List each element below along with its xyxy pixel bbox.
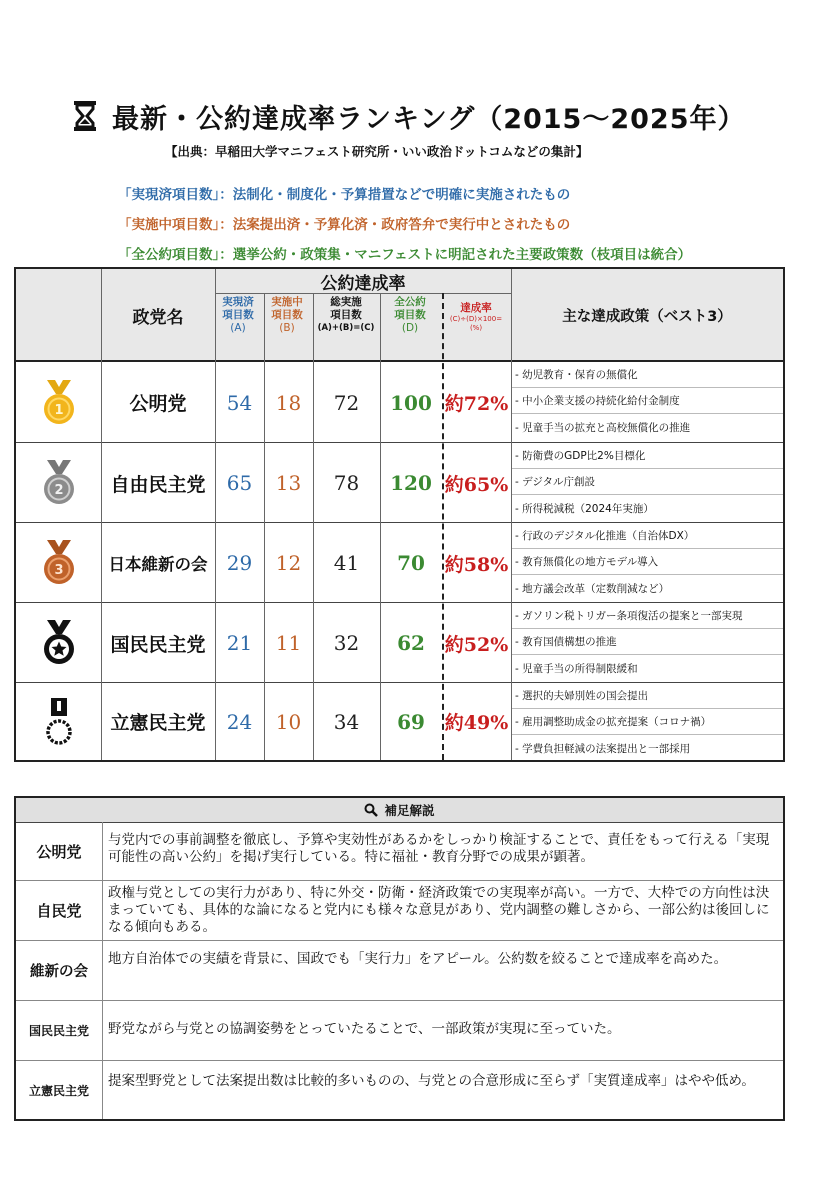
ranking-table bbox=[14, 267, 785, 762]
definition-in-progress: 「実施中項目数」：法案提出済・予算化済・政府答弁で実行中とされたもの bbox=[118, 217, 571, 233]
policy-item: - 行政のデジタル化推進（自治体DX） bbox=[511, 523, 783, 549]
policy-item: - 教育国債構想の推進 bbox=[511, 629, 783, 655]
policy-item: - 地方議会改革（定数削減など） bbox=[515, 582, 670, 595]
table-row bbox=[16, 602, 783, 683]
header-col-rate: 達成率 (C)÷(D)×100= (%) bbox=[449, 302, 503, 332]
svg-text:3: 3 bbox=[53, 563, 64, 578]
party-name: 公明党 bbox=[129, 393, 187, 415]
note-text: 野党ながら与党との協調姿勢をとっていたることで、一部政策が実現に至っていた。 bbox=[108, 1021, 621, 1037]
table-row bbox=[16, 442, 783, 523]
total-pledge-count: 69 bbox=[397, 709, 425, 734]
note-row bbox=[16, 940, 783, 1000]
note-party: 自民党 bbox=[16, 881, 103, 940]
policy-list bbox=[511, 603, 783, 683]
realized-count: 29 bbox=[226, 551, 253, 575]
in-progress-count: 12 bbox=[275, 551, 302, 575]
header-col-d: 全公約 項目数 (D) bbox=[394, 296, 426, 334]
definition-realized: 「実現済項目数」：法制化・制度化・予算措置などで明確に実施されたもの bbox=[118, 187, 571, 203]
svg-text:2: 2 bbox=[53, 483, 64, 498]
total-pledge-count: 62 bbox=[397, 631, 425, 655]
notes-header bbox=[16, 798, 783, 823]
ring-medal-icon bbox=[39, 698, 79, 746]
note-text: 与党内での事前調整を徹底し、予算や実効性があるかをしっかり検証することで、責任をもって行える「実現可能性の高い公約」を掲げ実行している。特に福祉・教育分野での成果が顕著。 bbox=[108, 832, 770, 865]
column-divider bbox=[380, 293, 381, 760]
achievement-rate: 約58% bbox=[444, 553, 509, 576]
header-party-name: 政党名 bbox=[132, 308, 184, 328]
star-medal-icon bbox=[39, 620, 79, 666]
achievement-rate: 約65% bbox=[444, 473, 509, 496]
policy-item: - 防衛費のGDP比2%目標化 bbox=[511, 443, 783, 469]
in-progress-count: 13 bbox=[275, 471, 302, 495]
policy-item: - 児童手当の所得制限緩和 bbox=[515, 662, 638, 675]
note-text: 地方自治体での実績を背景に、国政でも「実行力」をアピール。公約数を絞ることで達成率を高めた。 bbox=[108, 951, 728, 967]
note-row bbox=[16, 1000, 783, 1060]
table-row bbox=[16, 682, 783, 760]
in-progress-count: 10 bbox=[275, 709, 302, 734]
party-name: 日本維新の会 bbox=[108, 555, 208, 574]
total-pledge-count: 70 bbox=[397, 551, 425, 575]
note-row bbox=[16, 822, 783, 880]
table-row bbox=[16, 522, 783, 603]
total-implemented-count: 72 bbox=[333, 390, 360, 415]
source-note: 【出典：早稲田大学マニフェスト研究所・いい政治ドットコムなどの集計】 bbox=[165, 144, 589, 159]
gold-medal-icon bbox=[39, 380, 79, 426]
policy-list bbox=[511, 362, 783, 443]
note-row bbox=[16, 1060, 783, 1119]
policy-item: - 選択的夫婦別姓の国会提出 bbox=[511, 683, 783, 709]
column-divider bbox=[101, 269, 102, 760]
policy-list bbox=[511, 523, 783, 603]
party-name: 立憲民主党 bbox=[110, 712, 206, 734]
policy-item: - 教育無償化の地方モデル導入 bbox=[511, 549, 783, 575]
policy-list bbox=[511, 683, 783, 760]
policy-list bbox=[511, 443, 783, 523]
total-implemented-count: 34 bbox=[333, 709, 360, 734]
note-text: 提案型野党として法案提出数は比較的多いものの、与党との合意形成に至らず「実質達成率」はやや低め。 bbox=[108, 1073, 755, 1089]
achievement-rate: 約49% bbox=[444, 712, 509, 734]
achievement-rate: 約52% bbox=[444, 633, 509, 656]
table-row bbox=[16, 362, 783, 443]
column-divider bbox=[215, 269, 216, 760]
ranking-rows bbox=[16, 362, 783, 760]
policy-item: - 中小企業支援の持続化給付金制度 bbox=[511, 388, 783, 414]
realized-count: 54 bbox=[226, 390, 253, 415]
header-policies: 主な達成政策（ベスト3） bbox=[562, 309, 732, 325]
total-implemented-count: 41 bbox=[333, 551, 360, 575]
definition-total: 「全公約項目数」：選挙公約・政策集・マニフェストに明記された主要政策数（枝項目は統合） bbox=[118, 247, 692, 263]
bronze-medal-icon bbox=[39, 540, 79, 586]
policy-item: - 雇用調整助成金の拡充提案（コロナ禍） bbox=[511, 709, 783, 735]
notes-table bbox=[14, 796, 785, 1121]
policy-item: - 児童手当の拡充と高校無償化の推進 bbox=[515, 421, 691, 434]
header-col-a: 実現済 項目数 (A) bbox=[222, 296, 254, 334]
note-party: 公明党 bbox=[16, 822, 103, 880]
policy-item: - 所得税減税（2024年実施） bbox=[515, 502, 654, 515]
policy-item: - ガソリン税トリガー条項復活の提案と一部実現 bbox=[511, 603, 783, 629]
note-party: 維新の会 bbox=[16, 941, 103, 1000]
svg-text:1: 1 bbox=[53, 402, 64, 418]
policy-item: - 学費負担軽減の法案提出と一部採用 bbox=[515, 742, 691, 755]
notes-title: 補足解説 bbox=[384, 803, 435, 818]
total-pledge-count: 100 bbox=[390, 390, 432, 415]
rate-divider bbox=[442, 293, 444, 760]
in-progress-count: 18 bbox=[275, 390, 302, 415]
column-divider bbox=[264, 293, 265, 760]
total-pledge-count: 120 bbox=[390, 471, 432, 495]
in-progress-count: 11 bbox=[275, 631, 302, 655]
header-col-b: 実施中 項目数 (B) bbox=[271, 296, 303, 334]
party-name: 自由民主党 bbox=[110, 473, 206, 496]
title-text: 最新・公約達成率ランキング（2015〜2025年） bbox=[112, 103, 746, 135]
note-text: 政権与党としての実行力があり、特に外交・防衛・経済政策での実現率が高い。一方で、大枠での方向性は決まっていても、具体的な論になると党内にも様々な意見があり、党内調整の難しさから、一部公約は後回しになる傾向もある。 bbox=[108, 885, 770, 935]
header-col-c: 総実施 項目数 (A)+(B)=(C) bbox=[317, 296, 375, 333]
realized-count: 65 bbox=[226, 471, 253, 495]
note-party: 国民民主党 bbox=[16, 1001, 103, 1060]
total-implemented-count: 32 bbox=[333, 631, 360, 655]
column-divider bbox=[313, 293, 314, 760]
column-divider bbox=[511, 269, 512, 760]
page-title bbox=[72, 96, 772, 136]
achievement-rate: 約72% bbox=[444, 393, 509, 415]
policy-item: - 幼児教育・保育の無償化 bbox=[511, 362, 783, 388]
realized-count: 21 bbox=[226, 631, 253, 655]
magnifier-icon bbox=[364, 803, 378, 817]
note-row bbox=[16, 880, 783, 940]
silver-medal-icon bbox=[39, 460, 79, 506]
hourglass-icon bbox=[72, 100, 98, 132]
realized-count: 24 bbox=[226, 709, 253, 734]
header-group-title: 公約達成率 bbox=[215, 269, 511, 294]
total-implemented-count: 78 bbox=[333, 471, 360, 495]
note-party: 立憲民主党 bbox=[16, 1061, 103, 1119]
party-name: 国民民主党 bbox=[110, 633, 206, 656]
policy-item: - デジタル庁創設 bbox=[511, 469, 783, 495]
